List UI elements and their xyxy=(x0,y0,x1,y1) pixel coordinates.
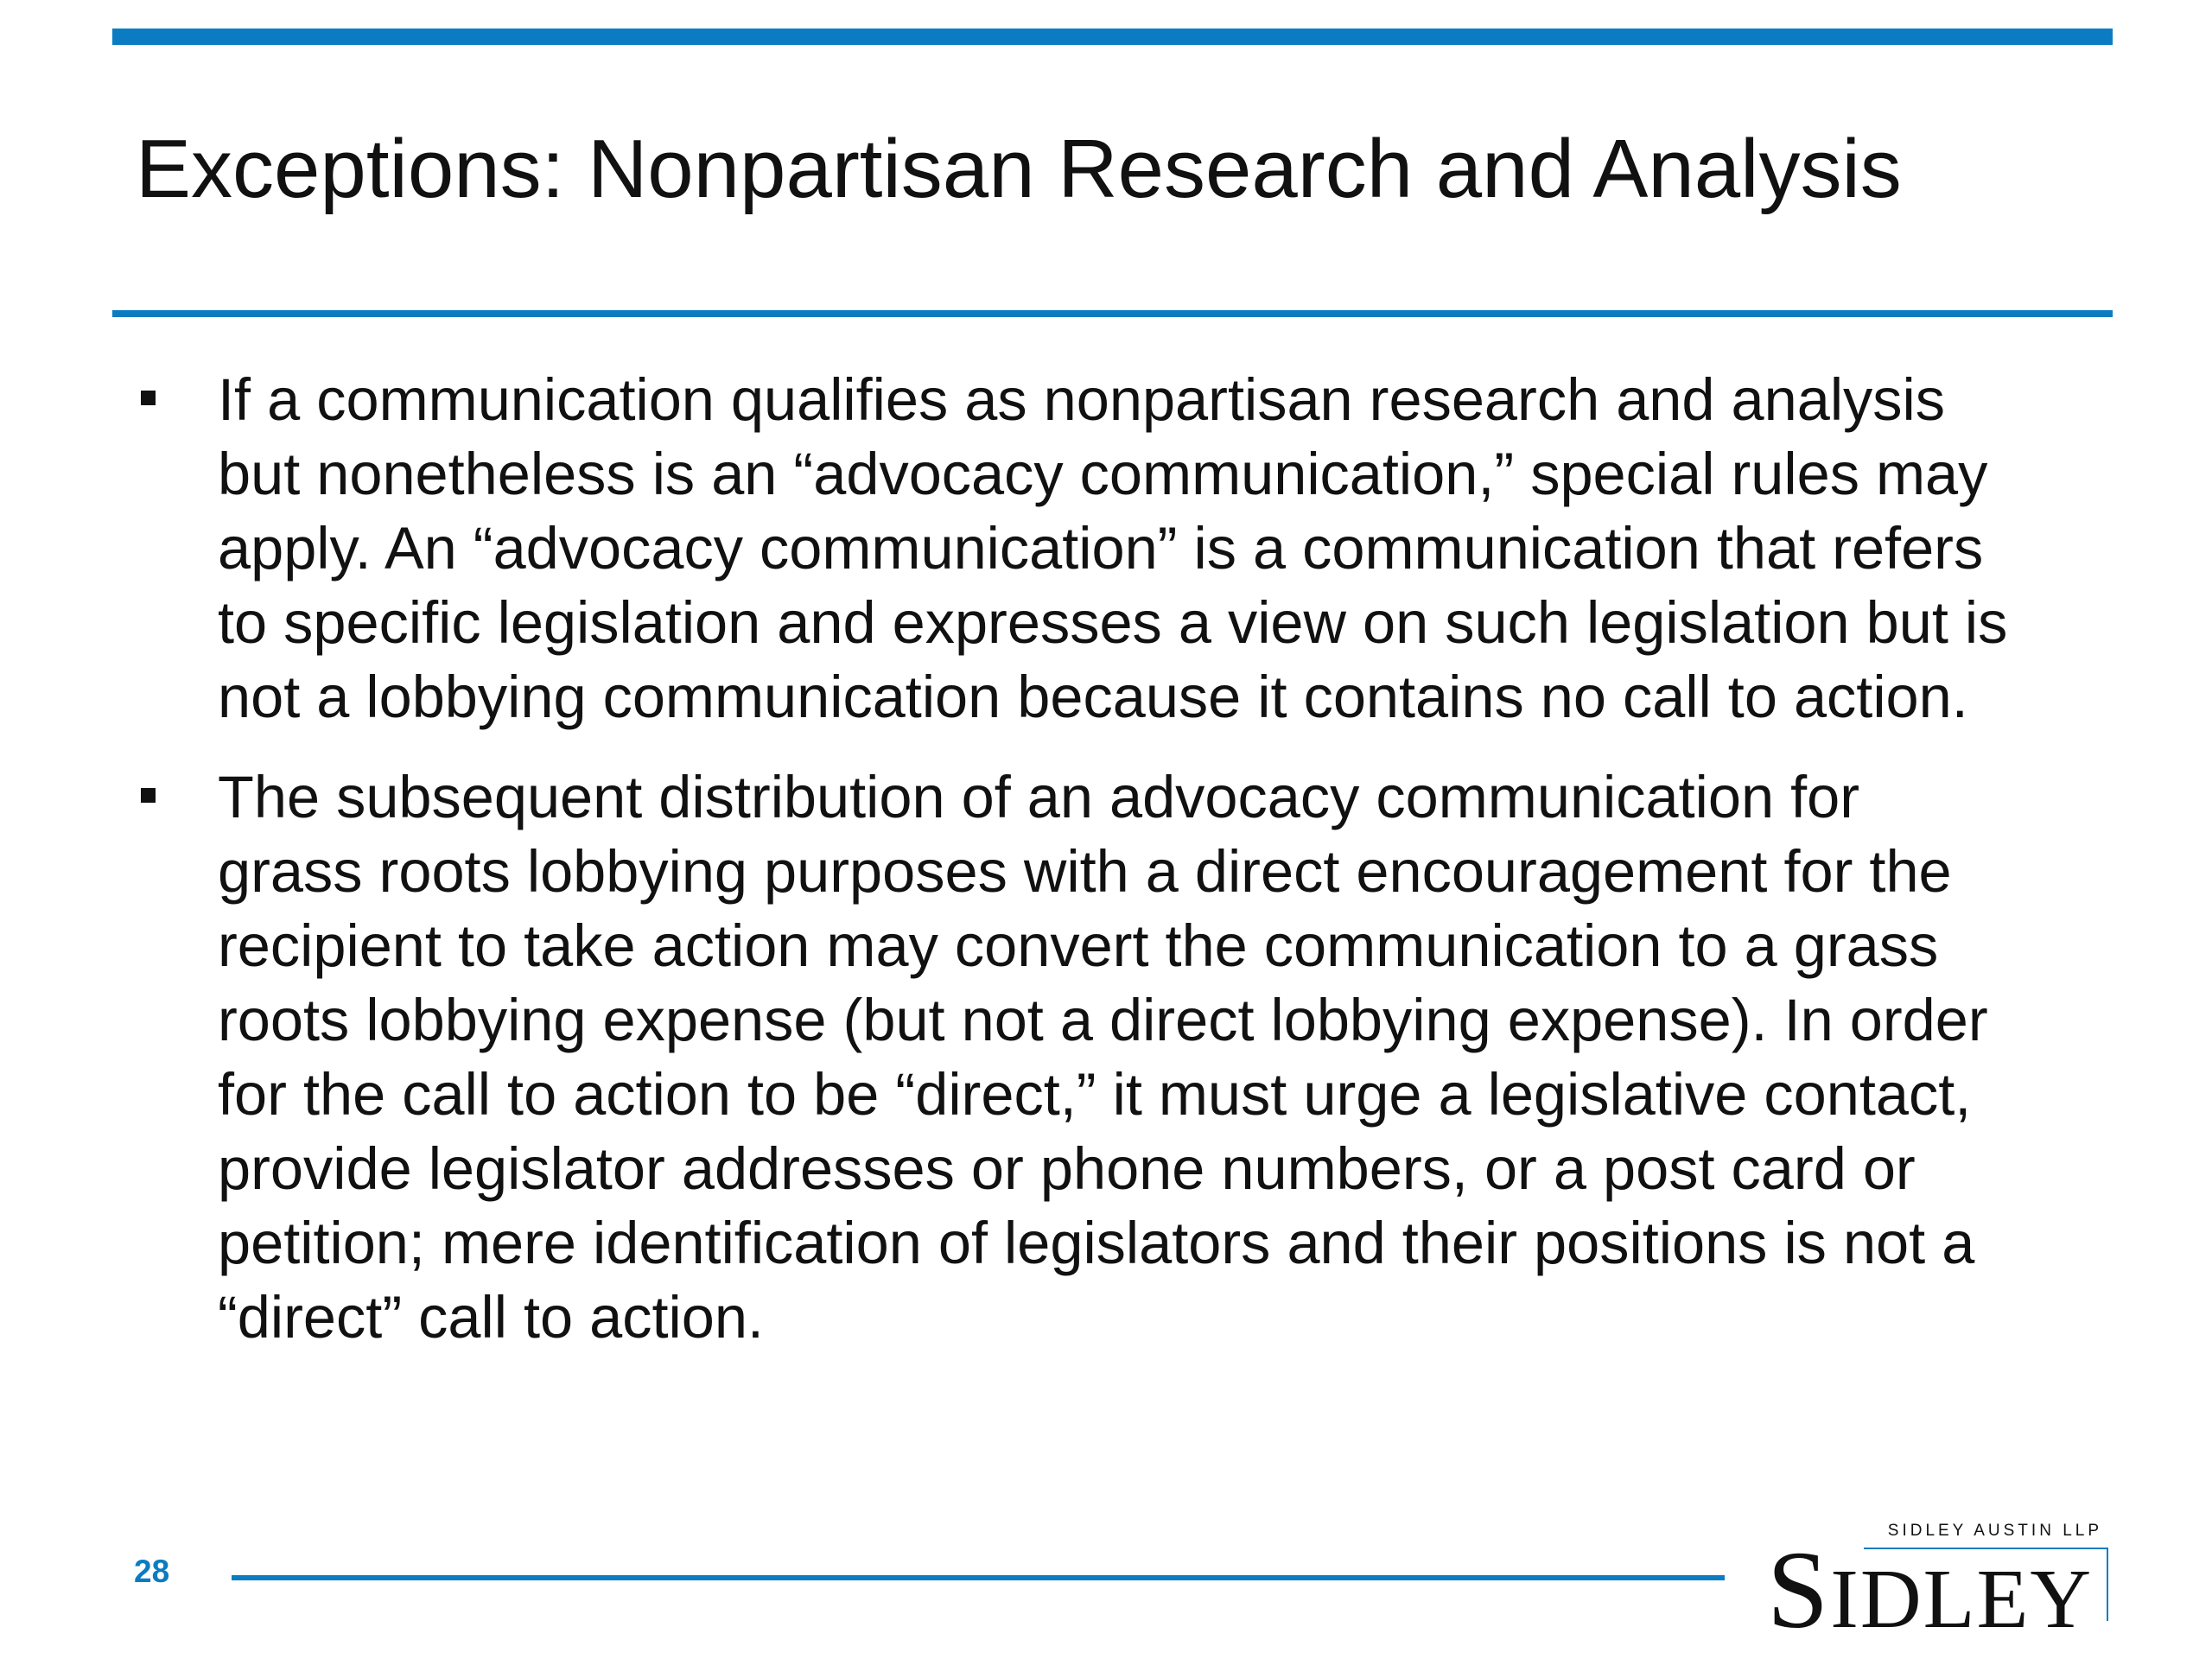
logo-wordmark xyxy=(1767,1529,2093,1651)
bullet-text-line: petition; mere identification of legislators and their positions is not a xyxy=(218,1210,1975,1276)
sidley-logo xyxy=(1763,1522,2108,1651)
bullet-text-line: “direct” call to action. xyxy=(218,1284,764,1351)
footer-rule xyxy=(232,1575,1725,1580)
square-bullet-icon xyxy=(141,788,156,803)
title-underline-rule xyxy=(112,310,2113,317)
bullet-text-line: recipient to take action may convert the communication to a grass xyxy=(218,912,1939,979)
bullet-list xyxy=(130,363,2117,1381)
bullet-text-line: but nonetheless is an “advocacy communication,” special rules may xyxy=(218,441,1988,507)
top-accent-rule xyxy=(112,29,2113,45)
slide-title: Exceptions: Nonpartisan Research and Analysis xyxy=(136,123,1902,215)
bullet-text-line: not a lobbying communication because it contains no call to action. xyxy=(218,664,1968,730)
square-bullet-icon xyxy=(141,391,156,405)
bullet-text-line: grass roots lobbying purposes with a direct encouragement for the xyxy=(218,838,1952,905)
page-number: 28 xyxy=(134,1554,170,1589)
bullet-text-line: The subsequent distribution of an advocacy communication for xyxy=(218,764,1860,830)
logo-wordmark-rest: IDLEY xyxy=(1830,1553,2094,1646)
bullet-text-line: for the call to action to be “direct,” it must urge a legislative contact, xyxy=(218,1061,1972,1128)
bullet-item xyxy=(130,760,2117,1355)
bullet-text-line: provide legislator addresses or phone numbers, or a post card or xyxy=(218,1135,1916,1202)
logo-rule-vertical xyxy=(2107,1548,2108,1621)
logo-caption: SIDLEY AUSTIN LLP xyxy=(1887,1522,2102,1540)
bullet-text-line: apply. An “advocacy communication” is a communication that refers xyxy=(218,515,1984,582)
bullet-item xyxy=(130,363,2117,734)
logo-wordmark-initial: S xyxy=(1767,1529,1831,1651)
bullet-text-line: If a communication qualifies as nonpartisan research and analysis xyxy=(218,366,1946,433)
bullet-text-line: to specific legislation and expresses a view on such legislation but is xyxy=(218,589,2008,656)
bullet-text-line: roots lobbying expense (but not a direct lobbying expense). In order xyxy=(218,987,1988,1053)
